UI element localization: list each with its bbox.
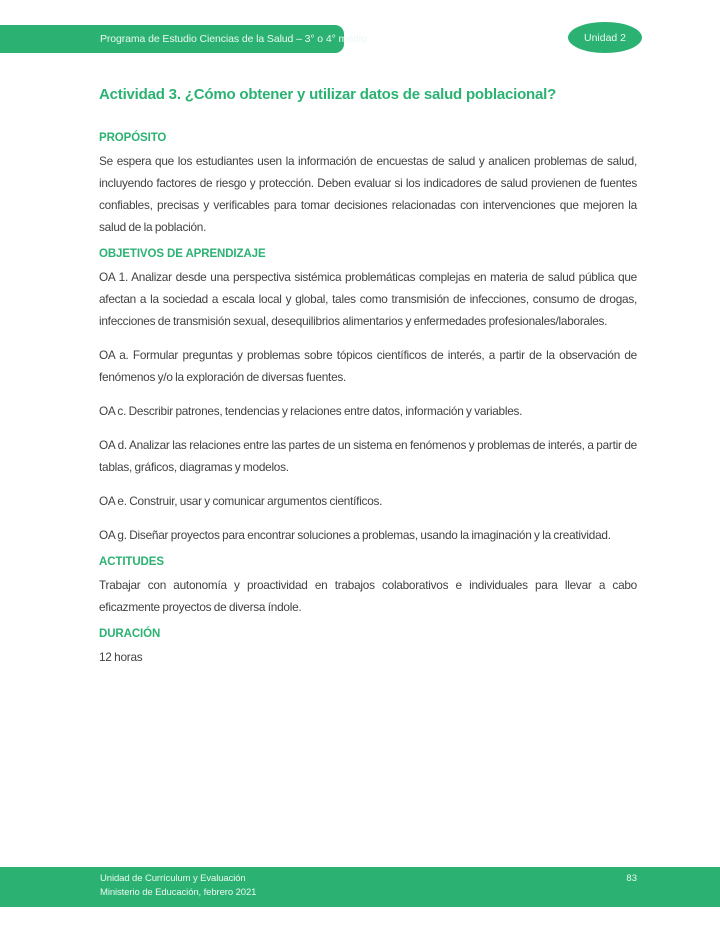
page-number: 83 [626,873,637,884]
footer-line2: Ministerio de Educación, febrero 2021 [100,887,257,898]
actitudes-paragraph: Trabajar con autonomía y proactividad en trabajos colaborativos e individuales para llevar a cabo eficazmente proyectos de diversa índole. [99,578,637,614]
section-proposito [99,132,637,238]
section-heading-duracion: DURACIÓN [99,628,161,640]
footer-band [0,867,720,907]
section-heading-actitudes: ACTITUDES [99,556,164,568]
section-actitudes [99,556,637,618]
activity-title: Actividad 3. ¿Cómo obtener y utilizar datos de salud poblacional? [99,86,557,103]
objetivo-oad-paragraph: OA d. Analizar las relaciones entre las partes de un sistema en fenómenos y problemas de interés, a partir de tablas, gráficos, diagramas y modelos. [99,438,637,474]
header-program-band [0,25,367,53]
section-objetivos [99,248,637,546]
objetivo-oac-paragraph: OA c. Describir patrones, tendencias y relaciones entre datos, información y variables. [99,404,523,418]
unit-badge-label: Unidad 2 [583,31,627,44]
unit-badge [568,22,642,53]
section-heading-proposito: PROPÓSITO [99,132,167,144]
section-duracion [99,628,637,668]
section-heading-objetivos: OBJETIVOS DE APRENDIZAJE [99,248,266,260]
proposito-paragraph: Se espera que los estudiantes usen la información de encuestas de salud y analicen problemas de salud, incluyendo factores de riesgo y protección. Deben evaluar si los indicadores de salud provienen de fuentes confiables, precisas y verificables para tomar decisiones relacionadas con intervenciones que mejoren la salud de la población. [99,154,637,234]
objetivo-oae-paragraph: OA e. Construir, usar y comunicar argumentos científicos. [99,494,383,508]
objetivo-oag-paragraph: OA g. Diseñar proyectos para encontrar soluciones a problemas, usando la imaginación y la creatividad. [99,528,611,542]
objetivo-oa1-paragraph: OA 1. Analizar desde una perspectiva sistémica problemáticas complejas en materia de salud pública que afectan a la sociedad a escala local y global, tales como transmisión de infecciones, consumo de drogas, infecciones de transmisión sexual, desequilibrios alimentarios y enfermedades profesionales/laborales. [99,270,637,328]
header-program-label: Programa de Estudio Ciencias de la Salud – 3° o 4° medio [100,33,367,45]
duracion-value: 12 horas [99,650,143,664]
objetivo-oaa-paragraph: OA a. Formular preguntas y problemas sobre tópicos científicos de interés, a partir de la observación de fenómenos y/o la exploración de diversas fuentes. [99,348,637,384]
footer-publisher [100,872,256,907]
footer-line1: Unidad de Currículum y Evaluación [100,873,246,884]
content-area [99,84,637,668]
